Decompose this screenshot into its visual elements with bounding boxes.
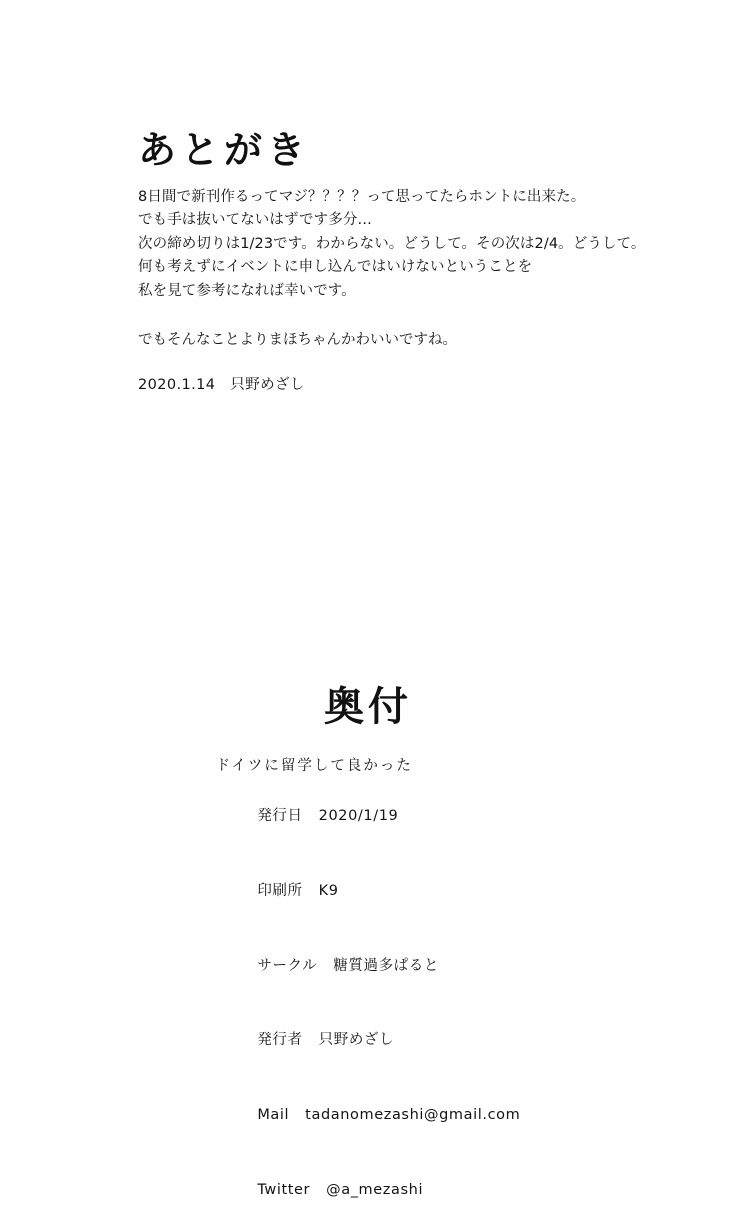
colophon-title: 奥付 — [324, 684, 412, 730]
colophon-entry-publish-date — [216, 779, 521, 854]
colophon-entry-label: サークル — [257, 957, 318, 974]
colophon-entry-printer — [216, 854, 521, 929]
colophon-list — [216, 754, 521, 1228]
colophon-entry-label: Mail — [257, 1107, 290, 1124]
colophon-entry-label: 発行日 — [257, 807, 303, 824]
colophon-section — [0, 675, 736, 1228]
colophon-entry-label: 発行者 — [257, 1032, 303, 1049]
afterword-note: でもそんなことよりまほちゃんかわいいですね。 — [138, 332, 457, 349]
afterword-line: でも手は抜いてないはずです多分… — [138, 212, 373, 229]
colophon-entry-circle — [216, 929, 521, 1004]
afterword-section — [138, 130, 658, 398]
colophon-entry-label: 印刷所 — [257, 882, 303, 899]
colophon-entry-author — [216, 1003, 521, 1078]
colophon-entry-value: @a_mezashi — [326, 1181, 424, 1198]
colophon-entry-value: 糖質過多ぱると — [333, 957, 439, 974]
afterword-title: あとがき — [138, 128, 311, 172]
colophon-work-title: ドイツに留学して良かった — [215, 758, 413, 774]
afterword-signature: 2020.1.14 只野めざし — [138, 377, 305, 394]
afterword-line: 何も考えずにイベントに申し込んではいけないということを — [138, 259, 533, 276]
colophon-entry-twitter — [216, 1153, 521, 1228]
colophon-entry-value: 只野めざし — [318, 1032, 395, 1049]
colophon-entry-value: 2020/1/19 — [318, 807, 399, 824]
afterword-line: 8日間で新刊作るってマジ？？？？って思ってたらホントに出来た。 — [138, 188, 586, 205]
colophon-entry-mail — [216, 1078, 521, 1153]
afterword-body — [138, 186, 658, 303]
colophon-entry-value: K9 — [318, 882, 339, 899]
afterword-line: 私を見て参考になれば幸いです。 — [138, 282, 356, 299]
colophon-entry-label: Twitter — [257, 1181, 311, 1198]
colophon-entry-value: tadanomezashi@gmail.com — [305, 1107, 521, 1124]
afterword-line: 次の締め切りは1/23です。わからない。どうして。その次は2/4。どうして。 — [138, 235, 646, 252]
